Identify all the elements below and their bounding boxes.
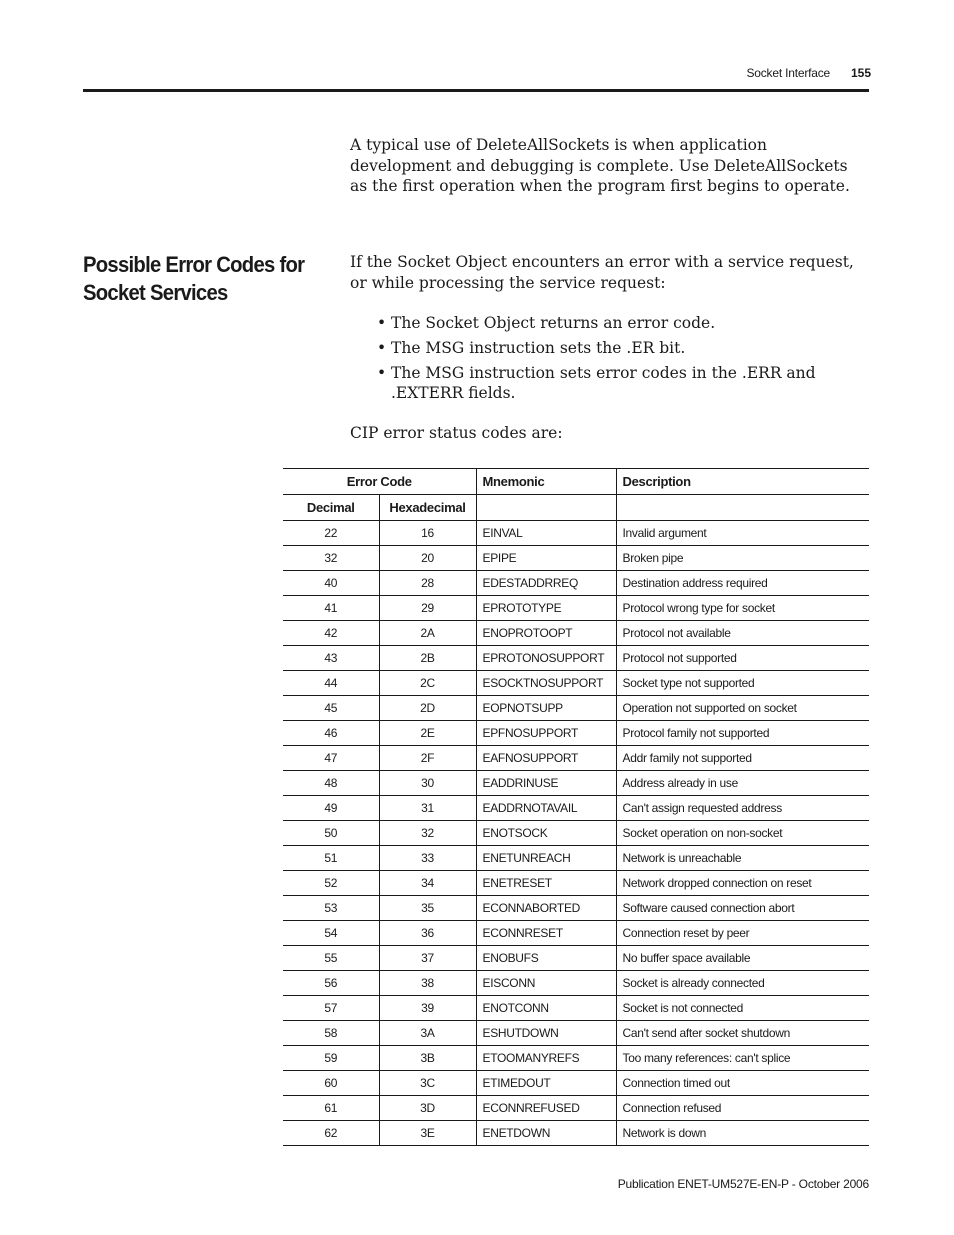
description-cell: Socket operation on non-socket — [616, 821, 869, 846]
mnemonic-cell: ETOOMANYREFS — [476, 1046, 616, 1071]
decimal-cell: 59 — [283, 1046, 379, 1071]
description-cell: Socket type not supported — [616, 671, 869, 696]
section-heading: Possible Error Codes for Socket Services — [83, 252, 305, 305]
hexadecimal-cell: 37 — [379, 946, 476, 971]
description-cell: Connection reset by peer — [616, 921, 869, 946]
decimal-cell: 53 — [283, 896, 379, 921]
description-cell: Can't assign requested address — [616, 796, 869, 821]
decimal-cell: 61 — [283, 1096, 379, 1121]
description-cell: Protocol family not supported — [616, 721, 869, 746]
hexadecimal-cell: 2C — [379, 671, 476, 696]
table-row — [283, 971, 869, 996]
mnemonic-cell: EPFNOSUPPORT — [476, 721, 616, 746]
description-cell: Invalid argument — [616, 521, 869, 546]
mnemonic-cell: ENETUNREACH — [476, 846, 616, 871]
mnemonic-cell: EPROTOTYPE — [476, 596, 616, 621]
bullet-icon: • — [377, 364, 387, 382]
mnemonic-cell: EPROTONOSUPPORT — [476, 646, 616, 671]
mnemonic-cell: ENETDOWN — [476, 1121, 616, 1146]
table-row — [283, 871, 869, 896]
description-cell: Connection timed out — [616, 1071, 869, 1096]
table-body — [283, 521, 869, 1146]
description-cell: Destination address required — [616, 571, 869, 596]
list-item — [377, 338, 857, 358]
description-cell: Operation not supported on socket — [616, 696, 869, 721]
mnemonic-cell: ENOTSOCK — [476, 821, 616, 846]
mnemonic-cell: EADDRINUSE — [476, 771, 616, 796]
table-row — [283, 946, 869, 971]
description-cell: Socket is not connected — [616, 996, 869, 1021]
cip-intro-text: CIP error status codes are: — [350, 424, 563, 442]
decimal-cell: 62 — [283, 1121, 379, 1146]
decimal-cell: 32 — [283, 546, 379, 571]
description-cell: Can't send after socket shutdown — [616, 1021, 869, 1046]
section-lead-paragraph: If the Socket Object encounters an error with a service request, or while processing the service request: — [350, 253, 854, 292]
table-row — [283, 521, 869, 546]
table-row — [283, 1121, 869, 1146]
table-row — [283, 646, 869, 671]
decimal-cell: 56 — [283, 971, 379, 996]
mnemonic-cell: ESOCKTNOSUPPORT — [476, 671, 616, 696]
decimal-cell: 52 — [283, 871, 379, 896]
list-item-text: The MSG instruction sets the .ER bit. — [391, 339, 686, 357]
mnemonic-cell: ESHUTDOWN — [476, 1021, 616, 1046]
table-row — [283, 596, 869, 621]
table-row — [283, 546, 869, 571]
mnemonic-cell: EOPNOTSUPP — [476, 696, 616, 721]
mnemonic-header: Mnemonic — [476, 469, 616, 495]
table-header-row — [283, 469, 869, 495]
table-row — [283, 696, 869, 721]
hexadecimal-cell: 30 — [379, 771, 476, 796]
decimal-cell: 58 — [283, 1021, 379, 1046]
mnemonic-cell: EISCONN — [476, 971, 616, 996]
decimal-cell: 43 — [283, 646, 379, 671]
hexadecimal-cell: 3A — [379, 1021, 476, 1046]
table-row — [283, 671, 869, 696]
hexadecimal-cell: 31 — [379, 796, 476, 821]
hexadecimal-cell: 2F — [379, 746, 476, 771]
hexadecimal-cell: 16 — [379, 521, 476, 546]
list-item — [377, 313, 857, 333]
table-row — [283, 1096, 869, 1121]
description-header: Description — [616, 469, 869, 495]
decimal-cell: 22 — [283, 521, 379, 546]
description-cell: Protocol not supported — [616, 646, 869, 671]
header-section-title: Socket Interface — [746, 66, 830, 80]
mnemonic-cell: EADDRNOTAVAIL — [476, 796, 616, 821]
table-row — [283, 846, 869, 871]
description-cell: Network is unreachable — [616, 846, 869, 871]
table-row — [283, 746, 869, 771]
table-row — [283, 1071, 869, 1096]
mnemonic-cell: ECONNRESET — [476, 921, 616, 946]
description-cell: Connection refused — [616, 1096, 869, 1121]
hexadecimal-cell: 2E — [379, 721, 476, 746]
table-row — [283, 721, 869, 746]
table-row — [283, 796, 869, 821]
mnemonic-cell: EINVAL — [476, 521, 616, 546]
hexadecimal-cell: 3B — [379, 1046, 476, 1071]
decimal-cell: 57 — [283, 996, 379, 1021]
table-subheader-row — [283, 495, 869, 521]
description-cell: Too many references: can't splice — [616, 1046, 869, 1071]
table-row — [283, 771, 869, 796]
error-behavior-list — [377, 313, 857, 408]
table-row — [283, 571, 869, 596]
mnemonic-cell: EDESTADDRREQ — [476, 571, 616, 596]
empty-header-cell — [476, 495, 616, 521]
mnemonic-cell: ENETRESET — [476, 871, 616, 896]
hexadecimal-cell: 3D — [379, 1096, 476, 1121]
hexadecimal-header: Hexadecimal — [379, 495, 476, 521]
hexadecimal-cell: 38 — [379, 971, 476, 996]
hexadecimal-cell: 3E — [379, 1121, 476, 1146]
header-divider — [83, 89, 869, 92]
list-item-text: The Socket Object returns an error code. — [391, 314, 716, 332]
decimal-cell: 54 — [283, 921, 379, 946]
hexadecimal-cell: 28 — [379, 571, 476, 596]
description-cell: Network is down — [616, 1121, 869, 1146]
description-cell: Socket is already connected — [616, 971, 869, 996]
mnemonic-cell: EPIPE — [476, 546, 616, 571]
description-cell: No buffer space available — [616, 946, 869, 971]
decimal-cell: 47 — [283, 746, 379, 771]
decimal-cell: 42 — [283, 621, 379, 646]
hexadecimal-cell: 35 — [379, 896, 476, 921]
hexadecimal-cell: 2B — [379, 646, 476, 671]
description-cell: Protocol wrong type for socket — [616, 596, 869, 621]
mnemonic-cell: EAFNOSUPPORT — [476, 746, 616, 771]
table-row — [283, 821, 869, 846]
hexadecimal-cell: 29 — [379, 596, 476, 621]
decimal-cell: 49 — [283, 796, 379, 821]
decimal-cell: 51 — [283, 846, 379, 871]
mnemonic-cell: ENOPROTOOPT — [476, 621, 616, 646]
decimal-cell: 41 — [283, 596, 379, 621]
hexadecimal-cell: 33 — [379, 846, 476, 871]
table-row — [283, 1021, 869, 1046]
list-item — [377, 363, 857, 403]
decimal-cell: 45 — [283, 696, 379, 721]
hexadecimal-cell: 36 — [379, 921, 476, 946]
table-row — [283, 921, 869, 946]
publication-footer: Publication ENET-UM527E-EN-P - October 2006 — [617, 1177, 869, 1191]
intro-paragraph: A typical use of DeleteAllSockets is when application development and debugging is complete. Use DeleteAllSockets as the first operation when the program first begins to operate. — [350, 136, 850, 195]
bullet-icon: • — [377, 339, 387, 357]
decimal-cell: 55 — [283, 946, 379, 971]
table-row — [283, 621, 869, 646]
empty-header-cell — [616, 495, 869, 521]
mnemonic-cell: ECONNABORTED — [476, 896, 616, 921]
hexadecimal-cell: 3C — [379, 1071, 476, 1096]
hexadecimal-cell: 2D — [379, 696, 476, 721]
hexadecimal-cell: 20 — [379, 546, 476, 571]
error-code-header: Error Code — [283, 469, 476, 495]
bullet-icon: • — [377, 314, 387, 332]
hexadecimal-cell: 2A — [379, 621, 476, 646]
description-cell: Network dropped connection on reset — [616, 871, 869, 896]
decimal-cell: 40 — [283, 571, 379, 596]
mnemonic-cell: ENOTCONN — [476, 996, 616, 1021]
hexadecimal-cell: 34 — [379, 871, 476, 896]
decimal-cell: 50 — [283, 821, 379, 846]
header-page-number: 155 — [851, 66, 872, 80]
mnemonic-cell: ETIMEDOUT — [476, 1071, 616, 1096]
description-cell: Address already in use — [616, 771, 869, 796]
mnemonic-cell: ECONNREFUSED — [476, 1096, 616, 1121]
hexadecimal-cell: 32 — [379, 821, 476, 846]
description-cell: Protocol not available — [616, 621, 869, 646]
list-item-text: The MSG instruction sets error codes in the .ERR and .EXTERR fields. — [391, 364, 816, 402]
decimal-header: Decimal — [283, 495, 379, 521]
table-row — [283, 1046, 869, 1071]
description-cell: Broken pipe — [616, 546, 869, 571]
decimal-cell: 46 — [283, 721, 379, 746]
table-row — [283, 996, 869, 1021]
decimal-cell: 44 — [283, 671, 379, 696]
description-cell: Addr family not supported — [616, 746, 869, 771]
description-cell: Software caused connection abort — [616, 896, 869, 921]
hexadecimal-cell: 39 — [379, 996, 476, 1021]
error-codes-table — [283, 468, 869, 1146]
decimal-cell: 60 — [283, 1071, 379, 1096]
table-row — [283, 896, 869, 921]
decimal-cell: 48 — [283, 771, 379, 796]
mnemonic-cell: ENOBUFS — [476, 946, 616, 971]
